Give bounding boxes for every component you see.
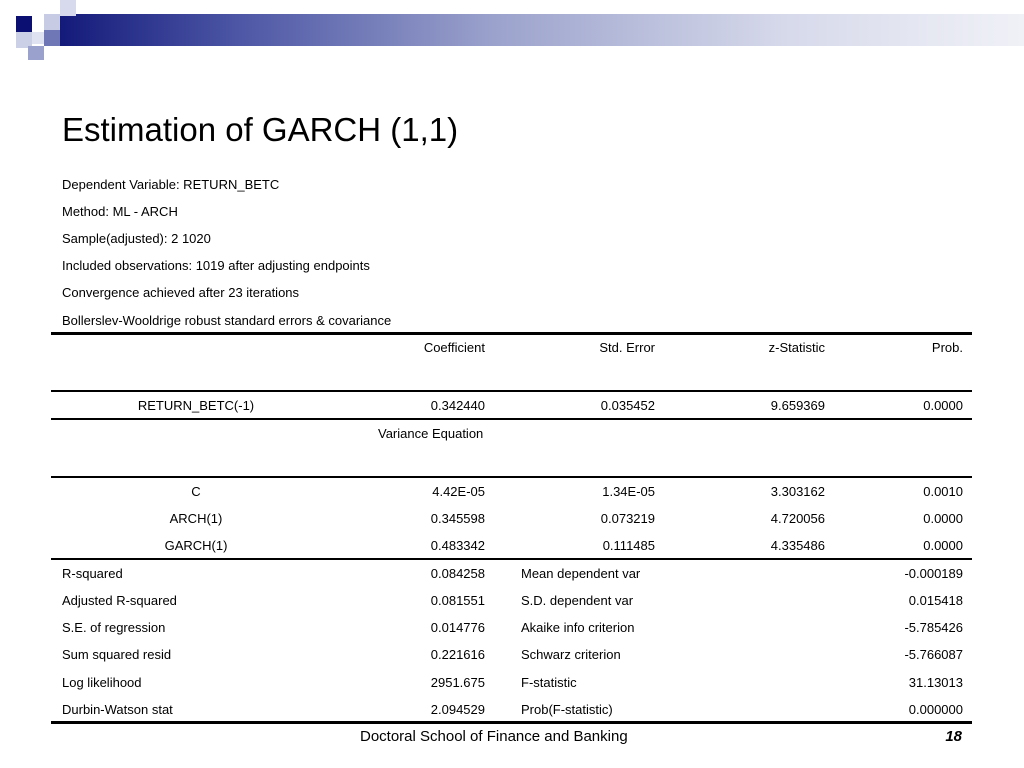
stats-row <box>51 646 972 664</box>
column-header-prob: Prob. <box>931 340 963 355</box>
header-line-sample: Sample(adjusted): 2 1020 <box>62 231 211 246</box>
column-header-z-statistic: z-Statistic <box>768 340 825 355</box>
table-row <box>51 483 972 501</box>
stat-label: Durbin-Watson stat <box>62 702 173 717</box>
page-number: 18 <box>945 728 962 745</box>
header-line-method: Method: ML - ARCH <box>62 204 178 219</box>
stat-value: 0.221616 <box>430 647 485 662</box>
coefficient-value: 0.483342 <box>430 538 485 553</box>
z-statistic-value: 4.335486 <box>770 538 825 553</box>
header-square <box>32 32 44 44</box>
stat-value: 0.015418 <box>908 593 963 608</box>
variable-name: C <box>191 484 201 499</box>
stats-row <box>51 674 972 692</box>
stat-label: Prob(F-statistic) <box>521 702 613 717</box>
table-rule-bottom <box>51 721 972 724</box>
prob-value: 0.0010 <box>923 484 963 499</box>
coefficient-value: 0.342440 <box>430 398 485 413</box>
header-square <box>16 16 32 32</box>
header-line-dependent-variable: Dependent Variable: RETURN_BETC <box>62 177 280 192</box>
header-line-standard-errors: Bollerslev-Wooldrige robust standard errors & covariance <box>62 313 392 328</box>
stat-label: Log likelihood <box>62 675 142 690</box>
z-statistic-value: 4.720056 <box>770 511 825 526</box>
stat-value: 0.081551 <box>430 593 485 608</box>
table-rule-variance <box>51 476 972 478</box>
variable-name: ARCH(1) <box>169 511 223 526</box>
variance-equation-label: Variance Equation <box>378 426 484 441</box>
stat-value: 0.014776 <box>430 620 485 635</box>
std-error-value: 0.073219 <box>600 511 655 526</box>
stat-label: Akaike info criterion <box>521 620 635 635</box>
table-rule-header <box>51 390 972 392</box>
stat-label: S.D. dependent var <box>521 593 634 608</box>
stats-row <box>51 565 972 583</box>
stat-value: 2951.675 <box>430 675 485 690</box>
std-error-value: 0.035452 <box>600 398 655 413</box>
stat-label: F-statistic <box>521 675 577 690</box>
stat-value: -5.766087 <box>904 647 963 662</box>
prob-value: 0.0000 <box>923 538 963 553</box>
stat-label: Schwarz criterion <box>521 647 621 662</box>
table-row <box>51 510 972 528</box>
header-line-observations: Included observations: 1019 after adjusting endpoints <box>62 258 370 273</box>
header-square <box>44 14 60 30</box>
prob-value: 0.0000 <box>923 511 963 526</box>
stats-row <box>51 619 972 637</box>
stat-label: Sum squared resid <box>62 647 172 662</box>
table-row <box>51 537 972 555</box>
stat-label: Mean dependent var <box>521 566 641 581</box>
header-square <box>60 0 76 16</box>
stat-value: 2.094529 <box>430 702 485 717</box>
header-square <box>28 46 44 60</box>
footer-text: Doctoral School of Finance and Banking <box>360 728 628 745</box>
stat-label: Adjusted R-squared <box>62 593 177 608</box>
stat-value: -5.785426 <box>904 620 963 635</box>
column-header-std-error: Std. Error <box>599 340 655 355</box>
std-error-value: 0.111485 <box>602 538 655 553</box>
stats-row <box>51 701 972 719</box>
prob-value: 0.0000 <box>923 398 963 413</box>
std-error-value: 1.34E-05 <box>602 484 655 499</box>
column-header-coefficient: Coefficient <box>423 340 485 355</box>
stats-row <box>51 592 972 610</box>
slide-title: Estimation of GARCH (1,1) <box>62 111 459 148</box>
stat-value: 0.000000 <box>908 702 963 717</box>
coefficient-value: 0.345598 <box>430 511 485 526</box>
variable-name: RETURN_BETC(-1) <box>137 398 255 413</box>
stat-value: 0.084258 <box>430 566 485 581</box>
z-statistic-value: 3.303162 <box>770 484 825 499</box>
header-square <box>44 30 60 46</box>
table-rule-top <box>51 332 972 335</box>
stat-label: S.E. of regression <box>62 620 166 635</box>
stat-value: 31.13013 <box>908 675 963 690</box>
table-row <box>51 397 972 415</box>
table-rule-mean <box>51 418 972 420</box>
variable-name: GARCH(1) <box>164 538 228 553</box>
header-line-convergence: Convergence achieved after 23 iterations <box>62 285 300 300</box>
header-gradient-bar <box>60 14 1024 46</box>
table-rule-stats <box>51 558 972 560</box>
column-header-row <box>51 339 972 357</box>
stat-value: -0.000189 <box>904 566 963 581</box>
stat-label: R-squared <box>62 566 123 581</box>
coefficient-value: 4.42E-05 <box>432 484 485 499</box>
z-statistic-value: 9.659369 <box>770 398 825 413</box>
